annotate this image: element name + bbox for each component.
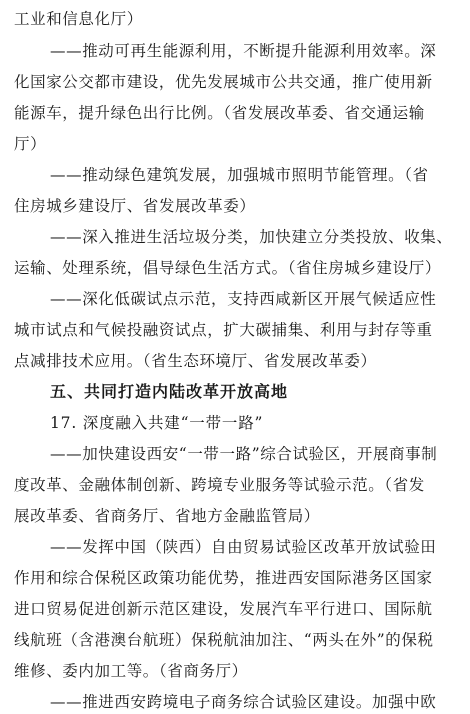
text-line: 化国家公交都市建设，优先发展城市公共交通，推广使用新 <box>14 73 433 91</box>
text-line: 运输、处理系统，倡导绿色生活方式。（省住房城乡建设厅） <box>14 259 441 277</box>
paragraph-line: ——推动可再生能源利用，不断提升能源利用效率。深 <box>50 42 437 60</box>
paragraph-line: ——推进西安跨境电子商务综合试验区建设。加强中欧 <box>50 693 437 711</box>
text-line: 作用和综合保税区政策功能优势，推进西安国际港务区国家 <box>14 569 433 587</box>
text-line: 厅） <box>14 135 47 153</box>
paragraph-line: ——深入推进生活垃圾分类，加快建立分类投放、收集、 <box>50 228 453 246</box>
paragraph-line: ——深化低碳试点示范，支持西咸新区开展气候适应性 <box>50 290 437 308</box>
text-line: 维修、委内加工等。（省商务厅） <box>14 662 248 680</box>
section-heading: 五、共同打造内陆改革开放高地 <box>50 382 289 401</box>
text-line: 进口贸易促进创新示范区建设，发展汽车平行进口、国际航 <box>14 600 433 618</box>
text-line: 展改革委、省商务厅、省地方金融监管局） <box>14 507 320 525</box>
text-line: 工业和信息化厅） <box>14 10 143 28</box>
paragraph-line: ——发挥中国（陕西）自由贸易试验区改革开放试验田 <box>50 538 437 556</box>
text-line: 能源车，提升绿色出行比例。（省发展改革委、省交通运输 <box>14 104 425 122</box>
paragraph-line: ——加快建设西安“一带一路”综合试验区，开展商事制 <box>50 445 438 463</box>
text-line: 线航班（含港澳台航班）保税航油加注、“两头在外”的保税 <box>14 631 434 649</box>
text-line: 度改革、金融体制创新、跨境专业服务等试验示范。（省发 <box>14 476 425 494</box>
subsection-heading: 17. 深度融入共建“一带一路” <box>50 414 264 432</box>
text-line: 住房城乡建设厅、省发展改革委） <box>14 197 256 215</box>
text-line: 城市试点和气候投融资试点，扩大碳捕集、利用与封存等重 <box>14 321 433 339</box>
text-line: 点减排技术应用。（省生态环境厅、省发展改革委） <box>14 352 377 370</box>
paragraph-line: ——推动绿色建筑发展，加强城市照明节能管理。（省 <box>50 166 429 184</box>
